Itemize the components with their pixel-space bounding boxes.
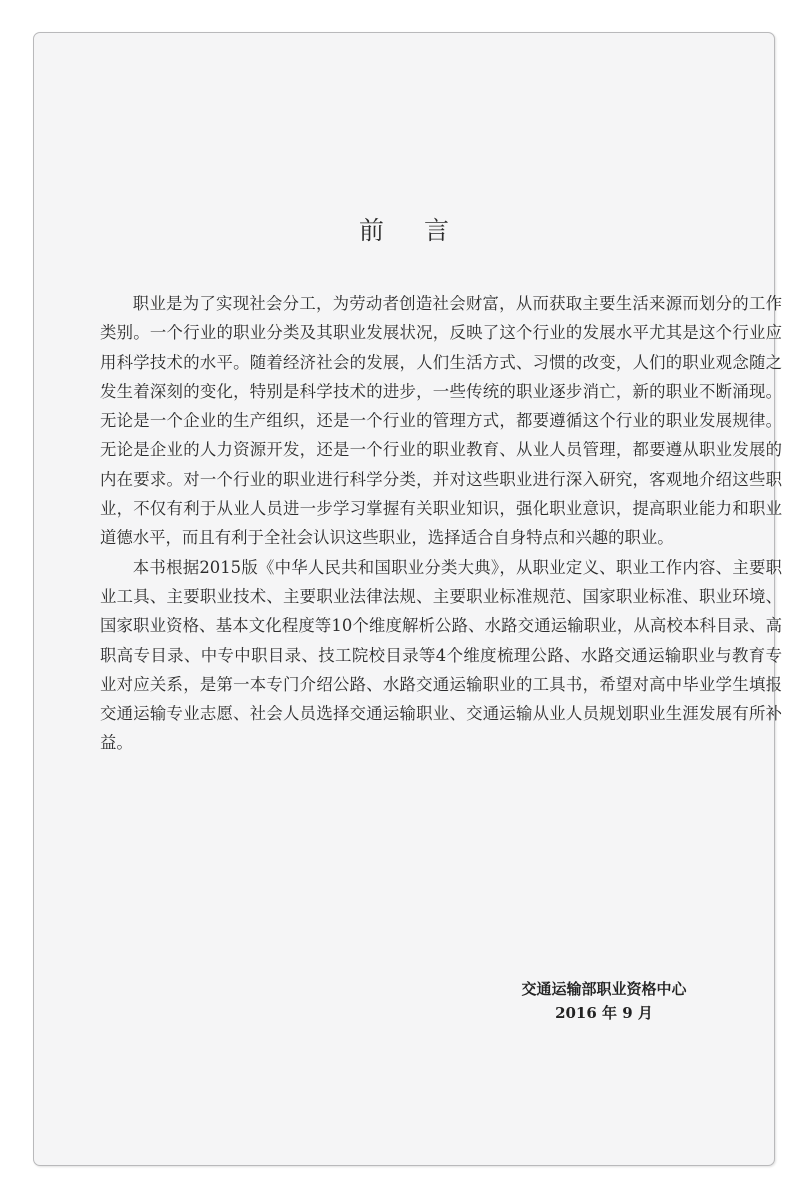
paragraph-2: 本书根据2015版《中华人民共和国职业分类大典》，从职业定义、职业工作内容、主要职业工具、主要职业技术、主要职业法律法规、主要职业标准规范、国家职业标准、职业环境、国家职业资格、基本文化程度等10个维度解析公路、水路交通运输职业，从高校本科目录、高职高专目录、中专中职目录、技工院校目录等4个维度梳理公路、水路交通运输职业与教育专业对应关系，是第一本专门介绍公路、水路交通运输职业的工具书，希望对高中毕业学生填报交通运输专业志愿、社会人员选择交通运输职业、交通运输从业人员规划职业生涯发展有所补益。 [100,557,782,753]
paragraph-1: 职业是为了实现社会分工，为劳动者创造社会财富，从而获取主要生活来源而划分的工作类别。一个行业的职业分类及其职业发展状况，反映了这个行业的发展水平尤其是这个行业应用科学技术的水平。随着经济社会的发展，人们生活方式、习惯的改变，人们的职业观念随之发生着深刻的变化，特别是科学技术的进步，一些传统的职业逐步消亡，新的职业不断涌现。无论是一个企业的生产组织，还是一个行业的管理方式，都要遵循这个行业的职业发展规律。无论是企业的人力资源开发，还是一个行业的职业教育、从业人员管理，都要遵从职业发展的内在要求。对一个行业的职业进行科学分类，并对这些职业进行深入研究，客观地介绍这些职业，不仅有利于从业人员进一步学习掌握有关职业知识，强化职业意识，提高职业能力和职业道德水平，而且有利于全社会认识这些职业，选择适合自身特点和兴趣的职业。 [100,294,782,548]
page-title: 前言 [358,216,489,245]
document-page [33,32,782,1166]
signature-organization: 交通运输部职业资格中心 [521,980,687,998]
signature-block [504,977,704,1025]
signature-date: 2016 年 9 月 [555,1004,653,1022]
preface-body [100,289,782,758]
